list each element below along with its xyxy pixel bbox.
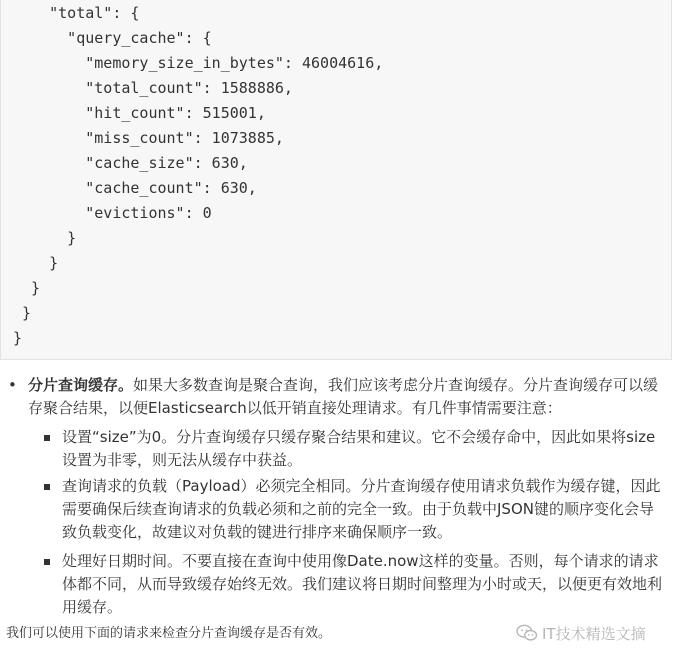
code-line: "cache_count": 630, — [13, 179, 257, 197]
square-bullet — [44, 484, 50, 490]
main-list-item — [8, 374, 668, 420]
watermark-text: IT技术精选文摘 — [542, 624, 646, 643]
code-line: "cache_size": 630, — [13, 154, 248, 172]
wechat-icon — [516, 624, 538, 642]
footer-text: 我们可以使用下面的请求来检查分片查询缓存是否有效。 — [6, 626, 332, 641]
watermark — [516, 622, 646, 644]
square-bullet — [44, 435, 50, 441]
sub-item-text: 查询请求的负载（Payload）必须完全相同。分片查询缓存使用请求负载作为缓存键，因此需要确保后续查询请求的负载必须和之前的完全一致。由于负载中JSON键的顺序变化会导致负载变化，故建议对负载的键进行排序来确保顺序一致。 — [62, 477, 661, 541]
code-line: "memory_size_in_bytes": 46004616, — [13, 54, 384, 72]
code-line: "evictions": 0 — [13, 204, 212, 222]
sub-item-text: 设置“size”为0。分片查询缓存只缓存聚合结果和建议。它不会缓存命中，因此如果将size设置为非零，则无法从缓存中获益。 — [62, 428, 656, 469]
square-bullet — [44, 559, 50, 565]
code-line: } — [13, 254, 59, 272]
code-line: "total_count": 1588886, — [13, 79, 293, 97]
code-line: } — [13, 329, 23, 347]
item-title: 分片查询缓存。 — [28, 376, 134, 394]
code-line: } — [13, 304, 32, 322]
code-line: "hit_count": 515001, — [13, 104, 266, 122]
item-text: 如果大多数查询是聚合查询，我们应该考虑分片查询缓存。分片查询缓存可以缓存聚合结果，以便Elasticsearch以低开销直接处理请求。有几件事情需要注意： — [28, 376, 659, 417]
code-line: "total": { — [13, 4, 140, 22]
code-line: } — [13, 229, 77, 247]
sub-item-text: 处理好日期时间。不要直接在查询中使用像Date.now这样的变量。否则，每个请求的请求体都不同，从而导致缓存始终无效。我们建议将日期时间整理为小时或天，以便更有效地利用缓存。 — [62, 552, 663, 616]
code-line: } — [13, 279, 41, 297]
sub-list-item — [62, 550, 664, 619]
sub-list-item — [62, 475, 664, 544]
sub-list-item — [62, 426, 664, 472]
bullet-dot: • — [8, 376, 17, 394]
code-line: "miss_count": 1073885, — [13, 129, 284, 147]
code-line: "query_cache": { — [13, 29, 212, 47]
